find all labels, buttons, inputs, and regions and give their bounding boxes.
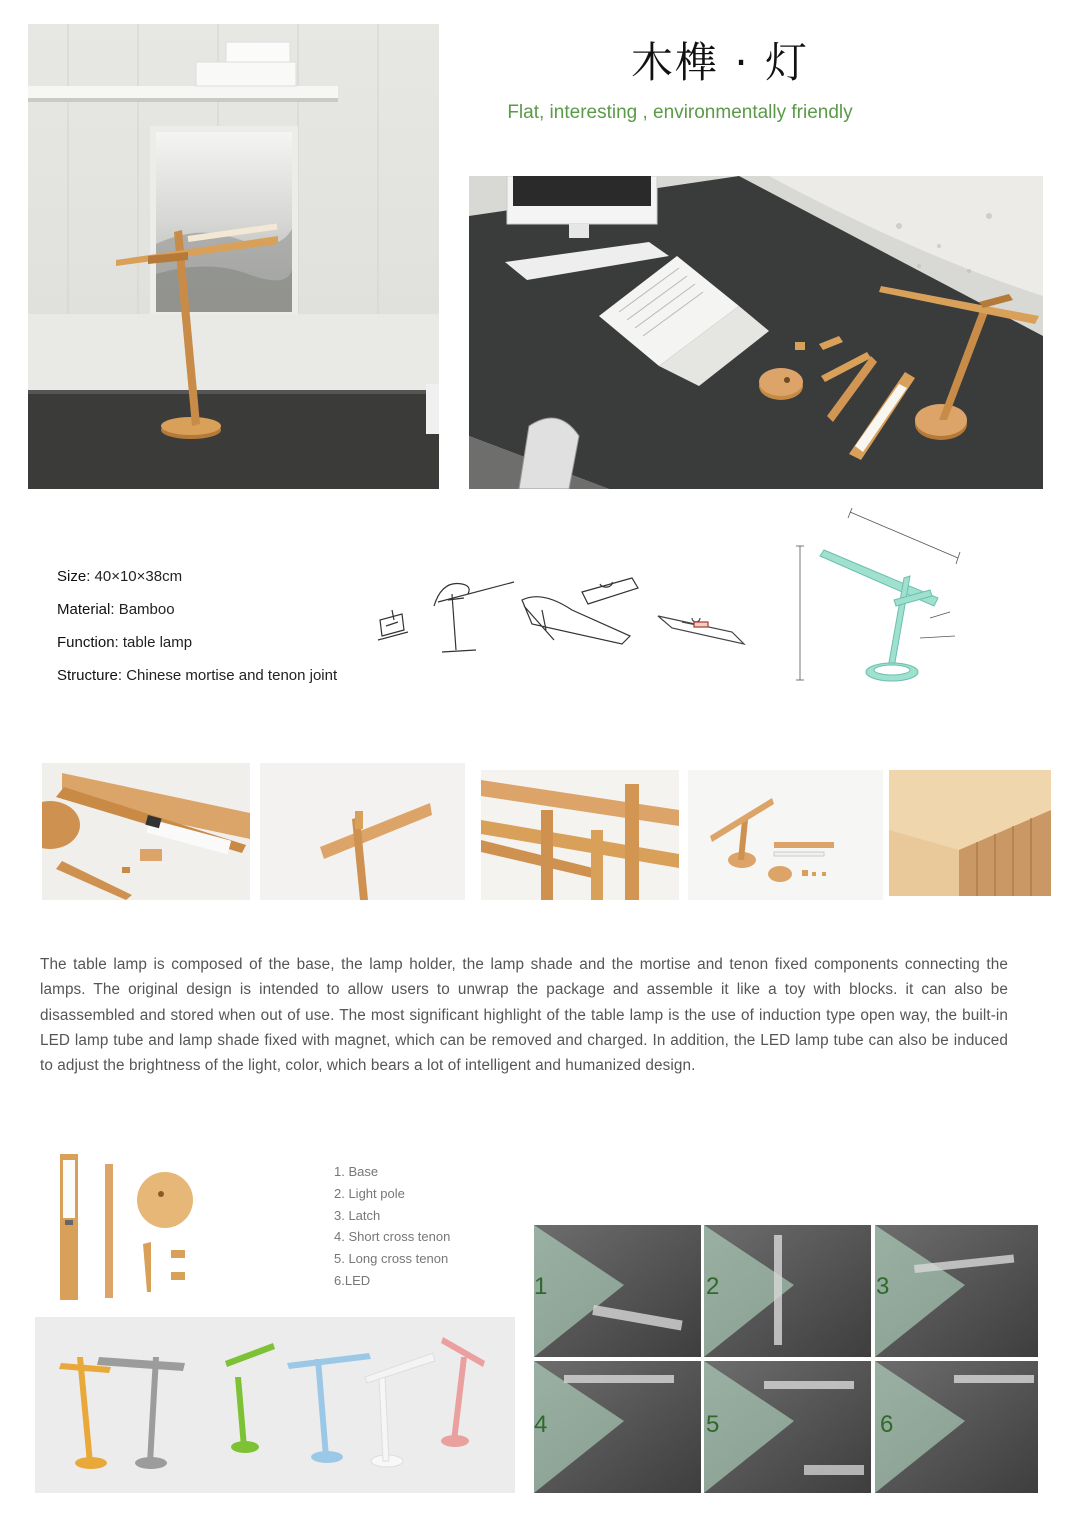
page-subtitle: Flat, interesting , environmentally friendly <box>507 102 853 123</box>
spec-list <box>57 566 337 698</box>
spec-size: Size: 40×10×38cm <box>57 568 183 585</box>
detail-photo-1 <box>42 763 250 900</box>
step-number-6: 6 <box>880 1411 894 1438</box>
page-title: 木榫 · 灯 <box>630 38 810 87</box>
detail-photo-2 <box>260 763 465 900</box>
technical-drawing <box>790 508 970 688</box>
parts-item-light-pole: 2. Light pole <box>334 1185 405 1201</box>
parts-list <box>334 1162 450 1293</box>
spec-structure: Structure: Chinese mortise and tenon joint <box>57 667 338 684</box>
step-number-1: 1 <box>534 1273 548 1300</box>
hero-lamp-photo <box>28 24 439 489</box>
parts-item-long-cross-tenon: 5. Long cross tenon <box>334 1251 449 1267</box>
step-number-3: 3 <box>876 1273 890 1300</box>
parts-item-led: 6.LED <box>334 1272 371 1288</box>
step-number-5: 5 <box>706 1411 720 1438</box>
parts-illustration <box>55 1150 205 1305</box>
step-number-2: 2 <box>706 1273 720 1300</box>
parts-item-latch: 3. Latch <box>334 1207 381 1223</box>
description-paragraph: The table lamp is composed of the base, the lamp holder, the lamp shade and the mortise and tenon fixed components connecting the lamps. The original design is intended to allow users to unwrap the package and assemble it like a toy with blocks. it can also be disassembled and stored when out of use. The most significant highlight of the table lamp is the use of induction type open way, the built-in LED lamp tube and lamp shade fixed with magnet, which can be removed and charged. In addition, the LED lamp tube can also be induced to adjust the brightness of the light, color, which bears a lot of intelligent and humanized design. <box>40 956 1008 1075</box>
color-variants-photo <box>35 1317 515 1493</box>
detail-photo-4 <box>688 770 883 900</box>
desk-parts-photo <box>469 176 1043 489</box>
assembly-steps-grid <box>534 1225 1038 1493</box>
parts-item-base: 1. Base <box>334 1164 379 1179</box>
concept-sketches <box>372 570 756 662</box>
spec-function: Function: table lamp <box>57 634 193 651</box>
detail-photo-5 <box>889 770 1051 896</box>
detail-photo-3 <box>481 770 679 900</box>
step-number-4: 4 <box>534 1411 548 1438</box>
parts-item-short-cross-tenon: 4. Short cross tenon <box>334 1229 451 1245</box>
spec-material: Material: Bamboo <box>57 601 175 618</box>
